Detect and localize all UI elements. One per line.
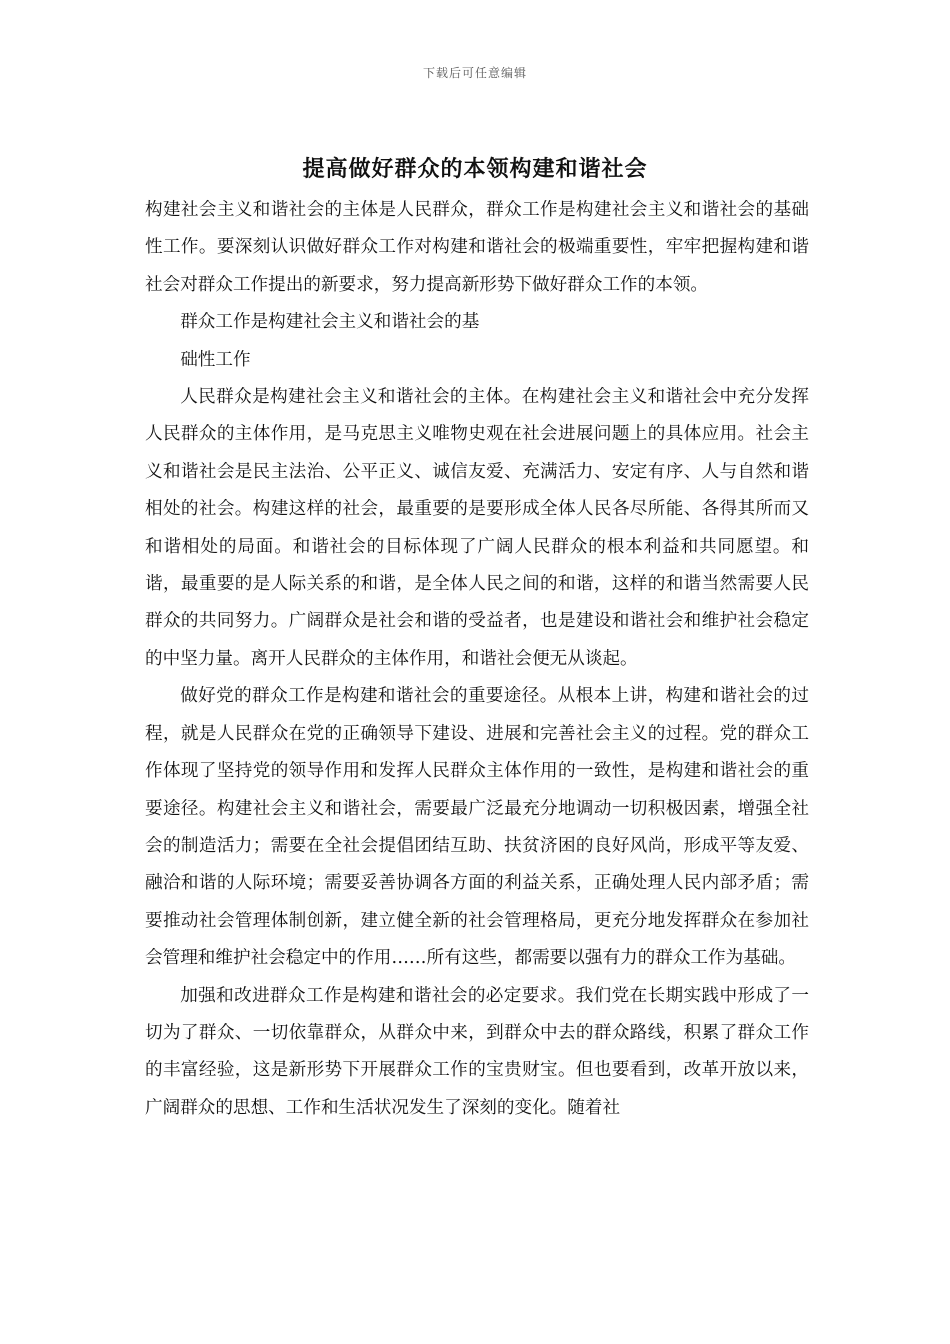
body-paragraph-3: 加强和改进群众工作是构建和谐社会的必定要求。我们党在长期实践中形成了一切为了群众、一切依靠群众，从群众中来，到群众中去的群众路线，积累了群众工作的丰富经验，这是新形势下开展群众工作的宝贵财宝。但也要看到，改革开放以来，广阔群众的思想、工作和生活状况发生了深刻的变化。随着社 — [145, 985, 809, 1118]
document-body — [145, 192, 809, 1127]
document-title: 提高做好群众的本领构建和谐社会 — [302, 156, 648, 182]
page-header: 下载后可任意编辑 — [422, 66, 527, 80]
section-heading-line-1: 群众工作是构建社会主义和谐社会的基 — [180, 312, 480, 333]
intro-paragraph: 构建社会主义和谐社会的主体是人民群众，群众工作是构建社会主义和谐社会的基础性工作。要深刻认识做好群众工作对构建和谐社会的极端重要性，牢牢把握构建和谐社会对群众工作提出的新要求，努力提高新形势下做好群众工作的本领。 — [145, 200, 809, 295]
body-paragraph-2: 做好党的群众工作是构建和谐社会的重要途径。从根本上讲，构建和谐社会的过程，就是人民群众在党的正确领导下建设、进展和完善社会主义的过程。党的群众工作体现了坚持党的领导作用和发挥人民群众主体作用的一致性，是构建和谐社会的重要途径。构建社会主义和谐社会，需要最广泛最充分地调动一切积极因素，增强全社会的制造活力；需要在全社会提倡团结互助、扶贫济困的良好风尚，形成平等友爱、融洽和谐的人际环境；需要妥善协调各方面的利益关系，正确处理人民内部矛盾；需要推动社会管理体制创新，建立健全新的社会管理格局，更充分地发挥群众在参加社会管理和维护社会稳定中的作用……所有这些，都需要以强有力的群众工作为基础。 — [145, 686, 809, 969]
body-paragraph-1: 人民群众是构建社会主义和谐社会的主体。在构建社会主义和谐社会中充分发挥人民群众的主体作用，是马克思主义唯物史观在社会进展问题上的具体应用。社会主义和谐社会是民主法治、公平正义、诚信友爱、充满活力、安定有序、人与自然和谐相处的社会。构建这样的社会，最重要的是要形成全体人民各尽所能、各得其所而又和谐相处的局面。和谐社会的目标体现了广阔人民群众的根本利益和共同愿望。和谐，最重要的是人际关系的和谐，是全体人民之间的和谐，这样的和谐当然需要人民群众的共同努力。广阔群众是社会和谐的受益者，也是建设和谐社会和维护社会稳定的中坚力量。离开人民群众的主体作用，和谐社会便无从谈起。 — [145, 387, 809, 669]
section-heading-line-2: 础性工作 — [180, 349, 251, 370]
